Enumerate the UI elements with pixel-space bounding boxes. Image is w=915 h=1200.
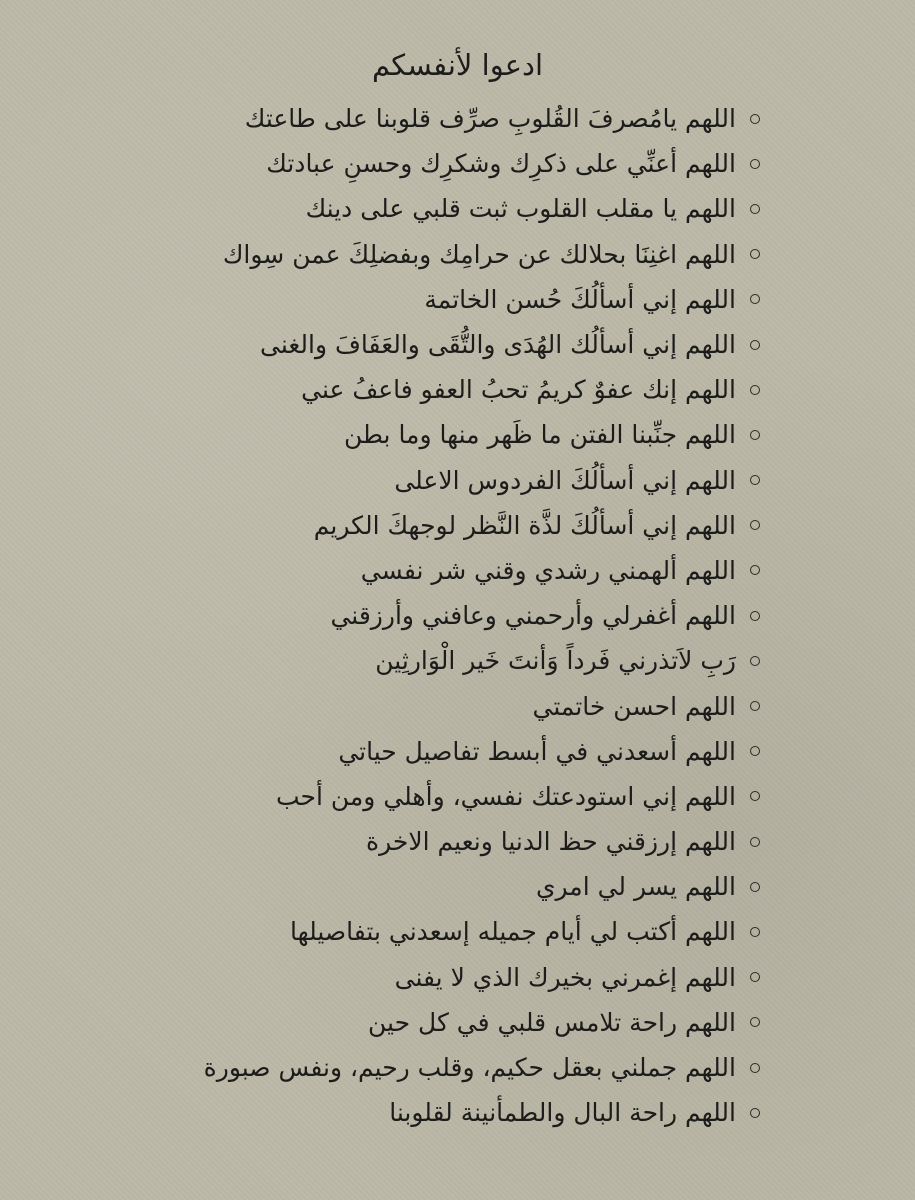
circle-bullet-icon <box>750 927 760 937</box>
list-item-text: اللهم أغفرلي وأرحمني وعافني وأرزقني <box>330 601 736 631</box>
circle-bullet-icon <box>750 882 760 892</box>
list-item <box>30 141 760 186</box>
list-item-text: اللهم ألهمني رشدي وقني شر نفسي <box>360 555 736 585</box>
list-item-text: اللهم إغمرني بخيرك الذي لا يفنى <box>394 962 736 992</box>
list-item-text: اللهم إني أسألُكَ حُسن الخاتمة <box>424 284 736 314</box>
list-item-text: اللهم راحة تلامس قلبي في كل حين <box>368 1007 736 1037</box>
list-item-text: اللهم إني أسألُكَ لذَّة النَّظر لوجهكَ الكريم <box>313 510 736 540</box>
list-item-text: اللهم اغنِنَا بحلالك عن حرامِك وبفضلِكَ عمن سِواك <box>222 239 736 269</box>
circle-bullet-icon <box>750 791 760 801</box>
list-item <box>30 1045 760 1090</box>
list-item <box>30 683 760 728</box>
list-item <box>30 593 760 638</box>
circle-bullet-icon <box>750 294 760 304</box>
circle-bullet-icon <box>750 430 760 440</box>
circle-bullet-icon <box>750 520 760 530</box>
list-item <box>30 909 760 954</box>
circle-bullet-icon <box>750 611 760 621</box>
page-title: ادعوا لأنفسكم <box>372 48 543 82</box>
circle-bullet-icon <box>750 1063 760 1073</box>
list-item-text: اللهم أسعدني في أبسط تفاصيل حياتي <box>338 736 736 766</box>
circle-bullet-icon <box>750 114 760 124</box>
list-item <box>30 1090 760 1135</box>
circle-bullet-icon <box>750 656 760 666</box>
list-item <box>30 458 760 503</box>
circle-bullet-icon <box>750 746 760 756</box>
list-item-text: اللهم يسر لي امري <box>535 872 736 902</box>
list-item-text: اللهم إني أسألُكَ الفردوس الاعلى <box>394 465 736 495</box>
list-item <box>30 1000 760 1045</box>
list-item-text: رَبِ لاَتذرني فَرداً وَأنتَ خَير الْوَارثِين <box>375 646 736 676</box>
list-item <box>30 638 760 683</box>
list-item-text: اللهم جملني بعقل حكيم، وقلب رحيم، ونفس صبورة <box>203 1053 736 1083</box>
circle-bullet-icon <box>750 701 760 711</box>
list-item-text: اللهم يامُصرفَ القُلوبِ صرِّف قلوبنا على طاعتك <box>244 104 736 134</box>
list-item <box>30 186 760 231</box>
circle-bullet-icon <box>750 249 760 259</box>
circle-bullet-icon <box>750 1108 760 1118</box>
circle-bullet-icon <box>750 340 760 350</box>
circle-bullet-icon <box>750 475 760 485</box>
list-item-text: اللهم جنِّبنا الفتن ما ظَهر منها وما بطن <box>344 420 736 450</box>
list-item <box>30 96 760 141</box>
circle-bullet-icon <box>750 565 760 575</box>
list-item-text: اللهم راحة البال والطمأنينة لقلوبنا <box>389 1098 736 1128</box>
list-item <box>30 322 760 367</box>
list-item <box>30 955 760 1000</box>
list-item <box>30 277 760 322</box>
list-item-text: اللهم يا مقلب القلوب ثبت قلبي على دينك <box>305 194 736 224</box>
list-item <box>30 819 760 864</box>
list-item-text: اللهم احسن خاتمتي <box>532 691 736 721</box>
list-item-text: اللهم أكتب لي أيام جميله إسعدني بتفاصيلها <box>289 917 736 947</box>
list-item-text: اللهم إنك عفوٌ كريمُ تحبُ العفو فاعفُ عني <box>301 375 736 405</box>
list-item-text: اللهم إني استودعتك نفسي، وأهلي ومن أحب <box>275 781 736 811</box>
list-item <box>30 548 760 593</box>
circle-bullet-icon <box>750 385 760 395</box>
list-item-text: اللهم إني أسألُك الهُدَى والتُّقَى والعَفَافَ والغنى <box>259 330 736 360</box>
list-item <box>30 729 760 774</box>
list-item <box>30 774 760 819</box>
list-item <box>30 503 760 548</box>
list-item <box>30 864 760 909</box>
supplication-list <box>30 96 760 1135</box>
circle-bullet-icon <box>750 972 760 982</box>
list-item-text: اللهم أعنِّي على ذكرِك وشكرِك وحسنِ عبادتك <box>266 149 736 179</box>
circle-bullet-icon <box>750 1017 760 1027</box>
list-item <box>30 232 760 277</box>
list-item-text: اللهم إرزقني حظ الدنيا ونعيم الاخرة <box>366 827 736 857</box>
circle-bullet-icon <box>750 159 760 169</box>
circle-bullet-icon <box>750 837 760 847</box>
list-item <box>30 367 760 412</box>
list-item <box>30 412 760 457</box>
circle-bullet-icon <box>750 204 760 214</box>
